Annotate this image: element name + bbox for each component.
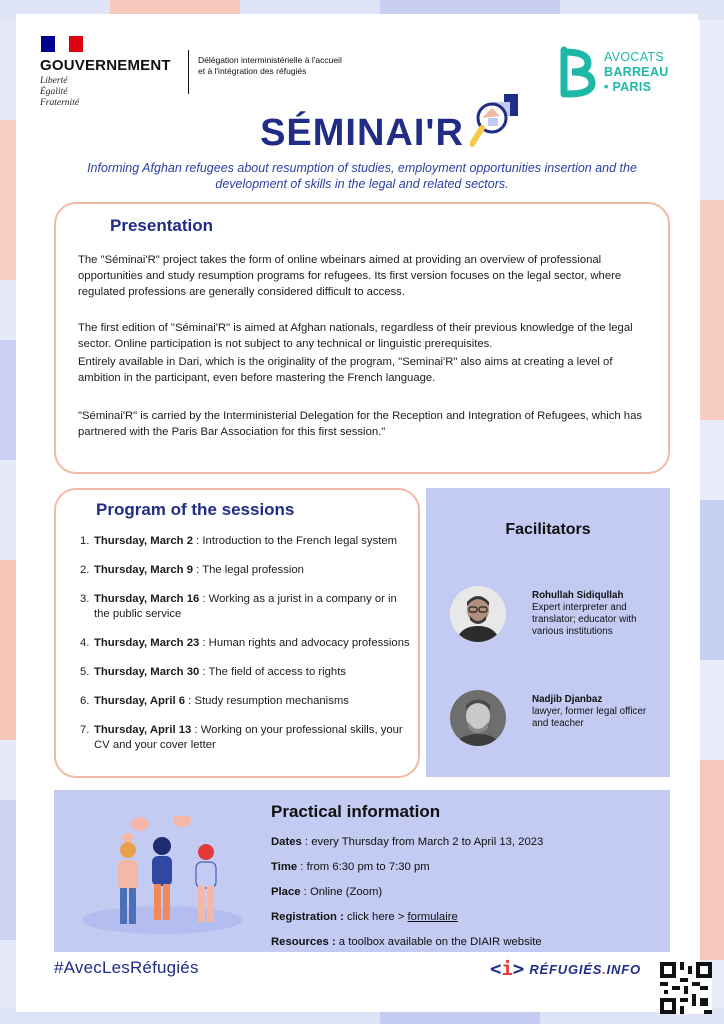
session-topic: : Introduction to the French legal system bbox=[192, 535, 398, 547]
session-number: 3. bbox=[80, 593, 90, 605]
magnifier-icon bbox=[470, 94, 526, 156]
refugies-info-tld: INFO bbox=[606, 961, 641, 977]
motto-liberte: Liberté bbox=[40, 76, 68, 86]
avatar bbox=[450, 690, 506, 746]
session-number: 6. bbox=[80, 695, 90, 707]
presentation-paragraph: "Séminai'R" is carried by the Interministerial Delegation for the Reception and Integration of Refugees, which has partnered with the Paris Bar Association for this first session." bbox=[78, 410, 643, 438]
refugies-info-dot: . bbox=[602, 961, 607, 977]
session-item bbox=[80, 723, 410, 753]
registration-form-link[interactable]: formulaire bbox=[407, 911, 458, 923]
practical-info-section bbox=[54, 790, 670, 952]
facilitators-section bbox=[426, 488, 670, 777]
session-number: 7. bbox=[80, 724, 90, 736]
program-section bbox=[54, 488, 420, 778]
facilitator-role: lawyer, former legal officer and teacher bbox=[532, 706, 647, 729]
practical-item-resources bbox=[271, 930, 661, 955]
item-value: : from 6:30 pm to 7:30 pm bbox=[297, 861, 430, 873]
qr-code-icon[interactable] bbox=[660, 962, 712, 1014]
presentation-heading: Presentation bbox=[110, 216, 213, 235]
session-item bbox=[80, 694, 410, 709]
item-value: a toolbox available on the DIAIR website bbox=[335, 936, 542, 948]
session-date: Thursday, April 6 bbox=[94, 695, 186, 707]
session-item bbox=[80, 636, 410, 651]
session-number: 4. bbox=[80, 637, 90, 649]
facilitator-name: Nadjib Djanbaz bbox=[532, 694, 603, 705]
facilitator-name: Rohullah Sidiqullah bbox=[532, 590, 624, 601]
paris-bar-mark-icon bbox=[558, 46, 598, 98]
practical-item-dates bbox=[271, 830, 661, 855]
header-divider bbox=[188, 50, 189, 94]
session-number: 1. bbox=[80, 535, 90, 547]
session-topic: : The field of access to rights bbox=[199, 666, 346, 678]
bar-logo-line1: AVOCATS bbox=[604, 49, 664, 64]
government-logo bbox=[40, 36, 190, 109]
presentation-section bbox=[54, 202, 670, 474]
session-item bbox=[80, 592, 410, 622]
french-flag-icon bbox=[41, 36, 83, 52]
practical-item-place bbox=[271, 880, 661, 905]
refugies-info-name: RÉFUGIÉS bbox=[529, 961, 603, 977]
session-date: Thursday, March 16 bbox=[94, 593, 200, 605]
republic-motto bbox=[40, 76, 190, 109]
session-topic: : Working as a jurist in a company or in the public service bbox=[94, 593, 397, 620]
item-label: Registration : bbox=[271, 911, 344, 923]
refugies-info-logo bbox=[490, 958, 641, 980]
people-illustration bbox=[70, 816, 250, 944]
presentation-paragraph: Entirely available in Dari, which is the originality of the program, "Seminai'R" also aims at creating a level of ambition in the participant, even before mastering the French language. bbox=[78, 356, 613, 384]
session-date: Thursday, March 30 bbox=[94, 666, 200, 678]
session-topic: : Study resumption mechanisms bbox=[185, 695, 349, 707]
paris-bar-logo bbox=[558, 46, 669, 98]
item-label: Time bbox=[271, 861, 298, 873]
bar-logo-line2: BARREAU bbox=[604, 64, 669, 79]
practical-heading: Practical information bbox=[271, 802, 441, 821]
program-heading: Program of the sessions bbox=[96, 500, 295, 519]
presentation-paragraph: The first edition of "Séminai'R" is aimed at Afghan nationals, regardless of their previous knowledge of the legal sector. Online participation is not subject to any technical or linguistic prerequisites. bbox=[78, 322, 633, 350]
bar-logo-line3: • PARIS bbox=[604, 79, 652, 94]
presentation-paragraph: The "Séminai'R" project takes the form of online wbeinars aimed at providing an overview of professional opportunities and study resumption programs for refugees. Its first version focuses on the legal sector, where regulated professions are generally considered difficult to access. bbox=[78, 254, 622, 298]
motto-fraternite: Fraternité bbox=[40, 98, 80, 108]
facilitator-role: Expert interpreter and translator; educator with various institutions bbox=[532, 602, 637, 637]
avatar bbox=[450, 586, 506, 642]
page-subtitle: Informing Afghan refugees about resumption of studies, employment opportunities insertion and the development of skills in the legal and related sectors. bbox=[87, 161, 637, 191]
session-item bbox=[80, 534, 410, 549]
item-value: : every Thursday from March 2 to April 13, 2023 bbox=[301, 836, 544, 848]
practical-item-time bbox=[271, 855, 661, 880]
item-label: Dates bbox=[271, 836, 302, 848]
practical-item-registration bbox=[271, 905, 661, 930]
item-value: : Online (Zoom) bbox=[300, 886, 383, 898]
item-label: Place bbox=[271, 886, 301, 898]
hashtag: #AvecLesRéfugiés bbox=[54, 958, 199, 977]
practical-list bbox=[271, 830, 661, 955]
session-topic: : Human rights and advocacy professions bbox=[199, 637, 410, 649]
session-date: Thursday, April 13 bbox=[94, 724, 192, 736]
facilitators-heading: Facilitators bbox=[505, 521, 591, 538]
motto-egalite: Égalité bbox=[40, 87, 68, 97]
session-topic: : The legal profession bbox=[192, 564, 304, 576]
government-name: GOUVERNEMENT bbox=[40, 57, 171, 74]
session-topic: : Working on your professional skills, your CV and your cover letter bbox=[94, 724, 403, 751]
session-number: 2. bbox=[80, 564, 90, 576]
session-list bbox=[80, 534, 410, 753]
session-date: Thursday, March 23 bbox=[94, 637, 200, 649]
session-item bbox=[80, 563, 410, 578]
session-date: Thursday, March 2 bbox=[94, 535, 193, 547]
session-number: 5. bbox=[80, 666, 90, 678]
refugies-info-mark-icon: <i> bbox=[490, 958, 525, 980]
delegation-name: Délégation interministérielle à l'accueil et à l'intégration des réfugiés bbox=[198, 55, 342, 76]
page-title: SÉMINAI'R bbox=[260, 112, 464, 154]
session-date: Thursday, March 9 bbox=[94, 564, 193, 576]
session-item bbox=[80, 665, 410, 680]
item-value: click here > bbox=[343, 911, 408, 923]
item-label: Resources : bbox=[271, 936, 336, 948]
